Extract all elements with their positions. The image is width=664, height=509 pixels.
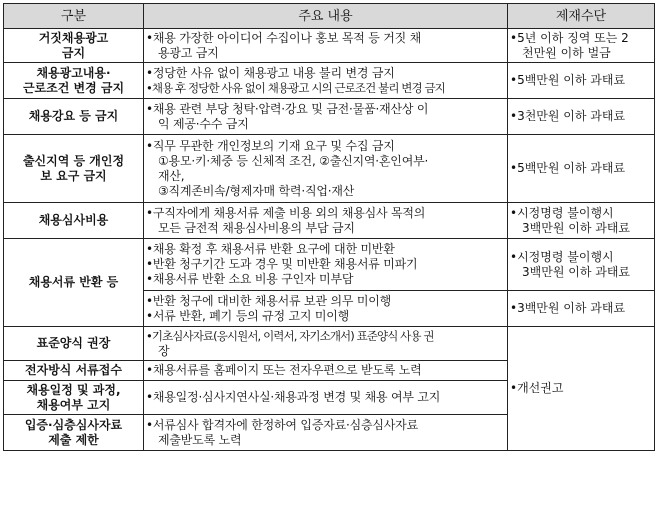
content-text: 용광고 금지 bbox=[158, 45, 219, 60]
category-text: 출신지역 등 개인정 bbox=[22, 153, 125, 168]
sanction-cell bbox=[508, 203, 655, 239]
table-row bbox=[4, 327, 655, 361]
sanction-text: •3백만원 이하 과태료 bbox=[510, 301, 626, 315]
table-row bbox=[4, 99, 655, 135]
sanction-cell bbox=[508, 291, 655, 327]
content-cell bbox=[144, 381, 508, 415]
content-cell bbox=[144, 291, 508, 327]
header-sanction: 제재수단 bbox=[508, 4, 655, 29]
table-row bbox=[4, 203, 655, 239]
sanction-text: •3천만원 이하 과태료 bbox=[510, 109, 626, 123]
content-cell bbox=[144, 327, 508, 361]
content-text: •구직자에게 채용서류 제출 비용 외의 채용심사 목적의 bbox=[146, 205, 426, 220]
content-text: •서류 반환, 폐기 등의 규정 고지 미이행 bbox=[146, 308, 350, 323]
category-cell bbox=[4, 239, 144, 327]
content-text: 재산, bbox=[158, 168, 185, 183]
category-cell bbox=[4, 203, 144, 239]
content-cell bbox=[144, 361, 508, 381]
content-text: •서류심사 합격자에 한정하여 입증자료·심층심사자료 bbox=[146, 417, 418, 432]
category-text: 제출 제한 bbox=[48, 432, 99, 447]
category-text: 채용여부 고지 bbox=[36, 397, 111, 412]
category-text: 입증·심층심사자료 bbox=[24, 417, 123, 432]
sanction-text: •시정명령 불이행시 bbox=[510, 205, 614, 220]
sanction-cell bbox=[508, 327, 655, 451]
category-text: 채용강요 등 금지 bbox=[28, 109, 119, 123]
content-text: •반환 청구에 대비한 채용서류 보관 의무 미이행 bbox=[146, 293, 392, 308]
content-cell bbox=[144, 239, 508, 291]
content-text: •채용일정·심사지연사실·채용과정 변경 및 채용 여부 고지 bbox=[146, 390, 441, 404]
content-text: •채용서류를 홈페이지 또는 전자우편으로 받도록 노력 bbox=[146, 363, 422, 377]
content-text: 익 제공·수수 금지 bbox=[158, 116, 249, 131]
content-text: •반환 청구기간 도과 경우 및 미반환 채용서류 미파기 bbox=[146, 257, 418, 271]
content-cell bbox=[144, 99, 508, 135]
content-text: •채용 확정 후 채용서류 반환 요구에 대한 미반환 bbox=[146, 242, 395, 256]
sanction-text: •5년 이하 징역 또는 2 bbox=[510, 30, 629, 45]
content-text: •기초심사자료(응시원서, 이력서, 자기소개서) 표준양식 사용 권 bbox=[146, 328, 434, 343]
sanction-cell bbox=[508, 135, 655, 203]
content-text: 제출받도록 노력 bbox=[158, 432, 242, 447]
category-cell bbox=[4, 361, 144, 381]
content-cell bbox=[144, 135, 508, 203]
content-cell bbox=[144, 63, 508, 99]
category-text: 거짓채용광고 bbox=[38, 30, 109, 45]
content-text: 장 bbox=[158, 343, 170, 358]
content-text: 모든 금전적 채용심사비용의 부담 금지 bbox=[158, 220, 355, 235]
table-row bbox=[4, 29, 655, 63]
sanction-text: •5백만원 이하 과태료 bbox=[510, 161, 626, 175]
category-cell bbox=[4, 135, 144, 203]
content-cell bbox=[144, 203, 508, 239]
category-cell bbox=[4, 99, 144, 135]
sanction-text: •개선권고 bbox=[510, 381, 564, 395]
content-text: •직무 무관한 개인정보의 기재 요구 및 수집 금지 bbox=[146, 138, 395, 153]
category-text: 금지 bbox=[61, 45, 86, 60]
sanction-cell bbox=[508, 63, 655, 99]
content-text: •채용서류 반환 소요 비용 구인자 미부담 bbox=[146, 272, 354, 286]
sanction-text: 3백만원 이하 과태료 bbox=[522, 220, 631, 235]
content-text: •채용 관련 부당 청탁·압력·강요 및 금전·물품·재산상 이 bbox=[146, 101, 429, 116]
sanction-text: •5백만원 이하 과태료 bbox=[510, 73, 626, 87]
sanction-text: 3백만원 이하 과태료 bbox=[522, 264, 631, 279]
content-text: ③직계존비속/형제자매 학력·직업·재산 bbox=[158, 183, 355, 198]
sanction-text: •시정명령 불이행시 bbox=[510, 249, 614, 264]
sanction-cell bbox=[508, 99, 655, 135]
sanction-cell bbox=[508, 239, 655, 291]
table-row bbox=[4, 135, 655, 203]
category-text: 보 요구 금지 bbox=[40, 168, 107, 183]
category-cell bbox=[4, 29, 144, 63]
sanction-text: 천만원 이하 벌금 bbox=[522, 45, 611, 60]
category-cell bbox=[4, 63, 144, 99]
category-cell bbox=[4, 381, 144, 415]
table-row bbox=[4, 239, 655, 291]
content-text: •채용 가장한 아이디어 수집이나 홍보 목적 등 거짓 채 bbox=[146, 30, 422, 45]
content-text: •정당한 사유 없이 채용광고 내용 불리 변경 금지 bbox=[146, 65, 395, 80]
header-row bbox=[4, 4, 655, 29]
category-text: 채용일정 및 과정, bbox=[26, 382, 121, 397]
category-text: 근로조건 변경 금지 bbox=[22, 80, 125, 95]
content-cell bbox=[144, 415, 508, 451]
content-text: ①용모·키·체중 등 신체적 조건, ②출신지역·혼인여부· bbox=[158, 153, 429, 168]
category-text: 표준양식 권장 bbox=[36, 336, 111, 350]
category-text: 채용서류 반환 등 bbox=[28, 275, 119, 289]
category-cell bbox=[4, 327, 144, 361]
table-row bbox=[4, 63, 655, 99]
content-cell bbox=[144, 29, 508, 63]
regulation-table bbox=[3, 3, 655, 451]
header-category: 구분 bbox=[4, 4, 144, 29]
content-text: •채용 후 정당한 사유 없이 채용광고 시의 근로조건 불리 변경 금지 bbox=[146, 80, 445, 95]
category-cell bbox=[4, 415, 144, 451]
header-content: 주요 내용 bbox=[144, 4, 508, 29]
category-text: 채용광고내용· bbox=[36, 65, 111, 80]
category-text: 전자방식 서류접수 bbox=[25, 363, 122, 377]
category-text: 채용심사비용 bbox=[38, 213, 109, 227]
sanction-cell bbox=[508, 29, 655, 63]
